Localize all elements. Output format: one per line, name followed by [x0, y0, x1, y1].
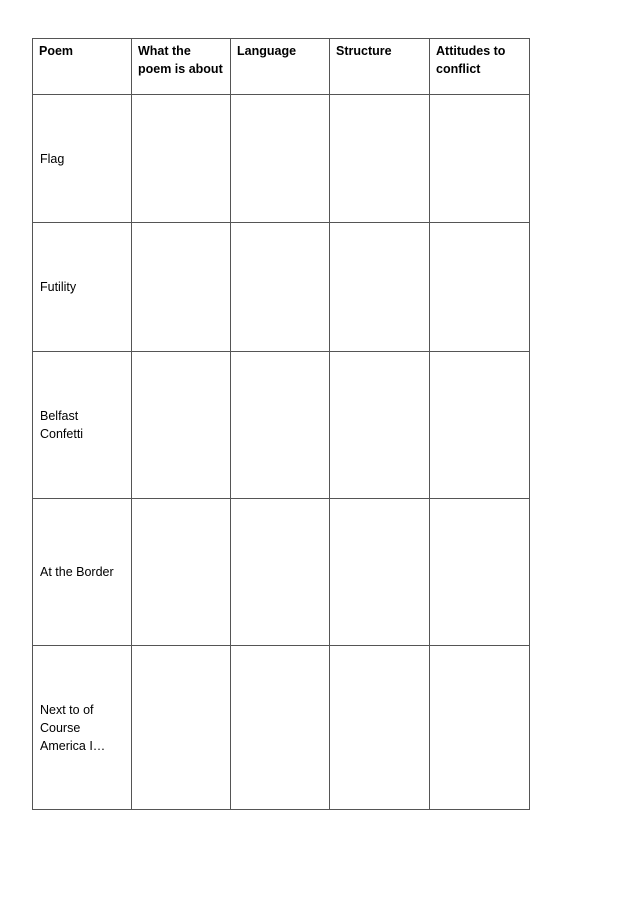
about-cell[interactable] — [132, 499, 231, 646]
table-header-row — [33, 39, 530, 95]
table-row — [33, 499, 530, 646]
poem-cell: Next to of Course America I… — [33, 646, 132, 810]
about-cell[interactable] — [132, 95, 231, 223]
table-row — [33, 352, 530, 499]
poem-cell: At the Border — [33, 499, 132, 646]
language-cell[interactable] — [231, 95, 330, 223]
language-cell[interactable] — [231, 646, 330, 810]
table-row — [33, 646, 530, 810]
header-attitudes-to-conflict: Attitudes to conflict — [430, 39, 530, 95]
attitudes-cell[interactable] — [430, 646, 530, 810]
attitudes-cell[interactable] — [430, 95, 530, 223]
structure-cell[interactable] — [330, 95, 430, 223]
header-poem: Poem — [33, 39, 132, 95]
poem-cell: Flag — [33, 95, 132, 223]
header-structure: Structure — [330, 39, 430, 95]
about-cell[interactable] — [132, 646, 231, 810]
attitudes-cell[interactable] — [430, 352, 530, 499]
table-row — [33, 95, 530, 223]
poem-cell: Futility — [33, 223, 132, 352]
header-language: Language — [231, 39, 330, 95]
language-cell[interactable] — [231, 352, 330, 499]
language-cell[interactable] — [231, 499, 330, 646]
table-row — [33, 223, 530, 352]
structure-cell[interactable] — [330, 499, 430, 646]
about-cell[interactable] — [132, 352, 231, 499]
poem-comparison-table — [32, 38, 530, 810]
header-what-the-poem-is-about: What the poem is about — [132, 39, 231, 95]
language-cell[interactable] — [231, 223, 330, 352]
about-cell[interactable] — [132, 223, 231, 352]
attitudes-cell[interactable] — [430, 499, 530, 646]
structure-cell[interactable] — [330, 352, 430, 499]
poem-cell: Belfast Confetti — [33, 352, 132, 499]
document-page — [32, 38, 530, 810]
attitudes-cell[interactable] — [430, 223, 530, 352]
structure-cell[interactable] — [330, 646, 430, 810]
structure-cell[interactable] — [330, 223, 430, 352]
